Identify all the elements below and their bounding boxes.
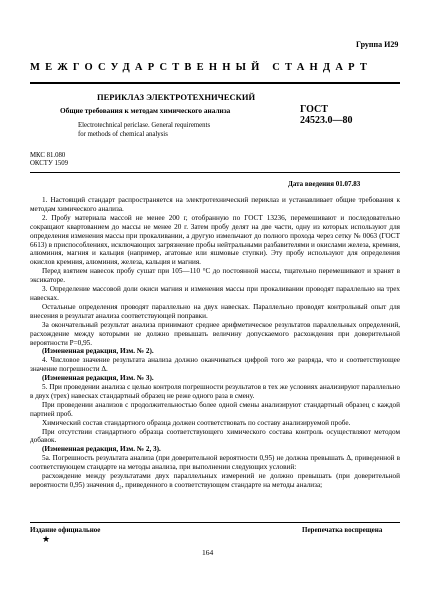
header-rule bbox=[30, 82, 400, 84]
page-number: 164 bbox=[202, 548, 214, 557]
reprint-prohibited-label: Перепечатка воспрещена bbox=[302, 526, 383, 534]
group-code: Группа И29 bbox=[356, 40, 399, 49]
classification-codes bbox=[30, 152, 68, 168]
paragraph: 5а. Погрешность результата анализа (при доверительной вероятности 0,95) не должна превышать Δ, приведенной в соответствующем стандарте на методы анализа, при выполнении следующих условий: bbox=[30, 454, 400, 472]
okstu-code: ОКСТУ 1509 bbox=[30, 160, 69, 167]
paragraph: 1. Настоящий стандарт распространяется на электротехнический периклаз и устанавливает общие требования к методам химического анализа. bbox=[30, 196, 400, 213]
gost-label: ГОСТ bbox=[300, 104, 328, 115]
footer-rule bbox=[30, 522, 400, 523]
paragraph: Остальные определения проводят параллельно на двух навесках. Параллельно проводят контрольный опыт для внесения в результат анализа соответствующей поправки. bbox=[30, 302, 400, 320]
paragraph: За окончательный результат анализа принимают среднее арифметическое результатов параллельных определений, расхождение между которыми не должно превышать величину допускаемого расхождения при доверительной вероятности P=0,95. bbox=[30, 320, 400, 347]
paragraph: При отсутствии стандартного образца соответствующего химического состава контроль осуществляют методом добавок. bbox=[30, 427, 400, 445]
paragraph: расхождение между результатами двух параллельных измерений не должно превышать (при доверительной вероятности 0,95) значения d₂, приведенного в соответствующем стандарте на методы анализа; bbox=[30, 472, 400, 489]
mks-code: МКС 81.080 bbox=[30, 152, 66, 159]
amendment-note: (Измененная редакция, Изм. № 2, 3). bbox=[42, 445, 161, 454]
amendment-note: (Измененная редакция, Изм. № 2). bbox=[42, 347, 154, 356]
amendment-note: (Измененная редакция, Изм. № 3). bbox=[42, 374, 154, 383]
section-rule bbox=[30, 172, 400, 173]
english-title-line-1: Electrotechnical periclase. General requirements bbox=[78, 122, 211, 129]
english-title-line-2: for methods of chemical analysis bbox=[78, 131, 168, 138]
gost-number: 24523.0—80 bbox=[300, 115, 353, 126]
introduction-date: Дата введения 01.07.83 bbox=[288, 180, 361, 188]
paragraph: Химический состав стандартного образца должен соответствовать по составу анализируемой пробе. bbox=[42, 418, 351, 427]
paragraph: Перед взятием навесок пробу сушат при 105—110 °С до постоянной массы, тщательно перемешивают и хранят в эксикаторе. bbox=[30, 267, 400, 285]
document-subtitle: Общие требования к методам химического анализа bbox=[60, 106, 231, 115]
gost-designation bbox=[300, 104, 353, 126]
standard-type-header: МЕЖГОСУДАРСТВЕННЫЙ СТАНДАРТ bbox=[30, 62, 373, 73]
official-edition-label: Издание официальное bbox=[30, 526, 101, 534]
paragraph: 5. При проведении анализа с целью контроля погрешности результатов в тех же условиях анализируют параллельно в двух (трех) навесках стандартный образец не реже одного раза в смену. bbox=[30, 383, 400, 400]
paragraph: 2. Пробу материала массой не менее 200 г, отобранную по ГОСТ 13236, перемешивают и последовательно сокращают квартованием до массы не менее 20 г. Затем пробу делят на две части, одну из которых используют для определения изменения массы при прокаливании, а другую измельчают до полного прохода через сетку № 0063 (ГОСТ 6613) в приспособлениях, исключающих загрязнение пробы нейтральными разбавителями и окислами железа, кремния, алюминия, магния и кальция (например, агатовые или яшмовые ступки). Эту пробу используют для определения окислов кремния, алюминия, железа, кальция и магния. bbox=[30, 213, 400, 267]
paragraph: 4. Числовое значение результата анализа должно оканчиваться цифрой того же разряда, что и соответствующее значение погрешности Δ. bbox=[30, 356, 400, 374]
document-body bbox=[30, 196, 400, 490]
document-title: ПЕРИКЛАЗ ЭЛЕКТРОТЕХНИЧЕСКИЙ bbox=[97, 92, 256, 102]
paragraph: При проведении анализов с продолжительностью более одной смены анализируют стандартный образец с каждой партией проб. bbox=[30, 400, 400, 418]
paragraph: 3. Определение массовой доли окиси магния и изменения массы при прокаливании проводят параллельно на трех навесках. bbox=[30, 285, 400, 302]
star-icon: ★ bbox=[42, 534, 51, 544]
